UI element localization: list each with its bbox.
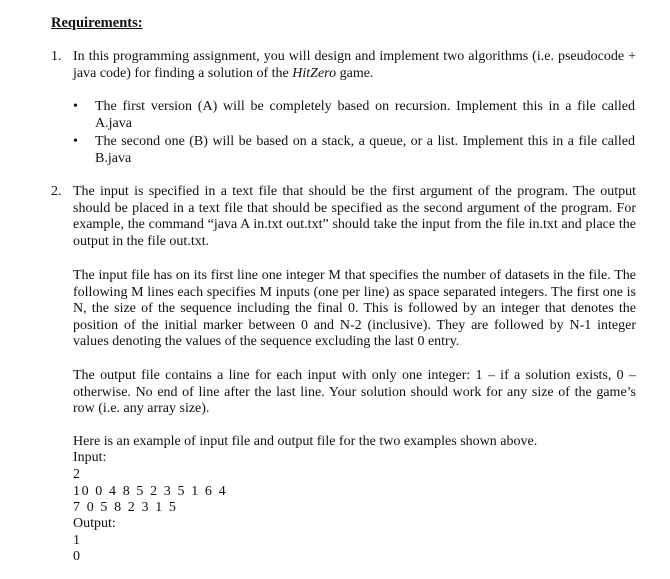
item-1-number: 1.	[51, 49, 62, 64]
input-line-dataset-2: 7 0 5 8 2 3 1 5	[73, 500, 178, 515]
bullet-item-a: The first version (A) will be completely based on recursion. Implement this in a file called A.java	[95, 99, 635, 131]
item-2-number: 2.	[51, 184, 62, 199]
requirements-heading: Requirements:	[51, 15, 143, 31]
item-1-text-before: In this programming assignment, you will design and implement two algorithms (i.e. pseudocode + java code) for finding a solution of the	[73, 49, 636, 81]
output-line-2: 0	[73, 549, 80, 564]
bullet-marker: •	[73, 99, 78, 114]
item-2-paragraph-input-format: The input file has on its first line one integer M that specifies the number of datasets in the file. The following M lines each specifies M inputs (one per line) as space separated integers. The first one is N, the size of the sequence including the final 0. This is followed by an integer that denotes the position of the initial marker between 0 and N-2 (inclusive). They are followed by N-1 integer values denoting the values of the sequence excluding the last 0 entry.	[73, 268, 636, 349]
example-intro: Here is an example of input file and output file for the two examples shown above.	[73, 434, 538, 449]
input-line-dataset-1: 10 0 4 8 5 2 3 5 1 6 4	[73, 484, 228, 499]
bullet-marker: •	[73, 134, 78, 149]
output-label: Output:	[73, 516, 116, 531]
game-name: HitZero	[292, 65, 337, 81]
item-1-text	[73, 49, 636, 82]
input-label: Input:	[73, 450, 107, 465]
item-2-paragraph-input-output: The input is specified in a text file that should be the first argument of the program. The output should be placed in a text file that should be specified as the second argument of the program. For example, the command “java A in.txt out.txt” should take the input from the file in.txt and place the output in the file out.txt.	[73, 184, 636, 249]
input-line-count: 2	[73, 467, 80, 482]
item-1-text-after: game.	[336, 65, 374, 81]
output-line-1: 1	[73, 533, 80, 548]
bullet-item-b: The second one (B) will be based on a stack, a queue, or a list. Implement this in a file called B.java	[95, 134, 635, 166]
item-2-paragraph-output-format: The output file contains a line for each input with only one integer: 1 – if a solution exists, 0 – otherwise. No end of line after the last line. Your solution should work for any size of the game’s row (i.e. any array size).	[73, 368, 636, 416]
